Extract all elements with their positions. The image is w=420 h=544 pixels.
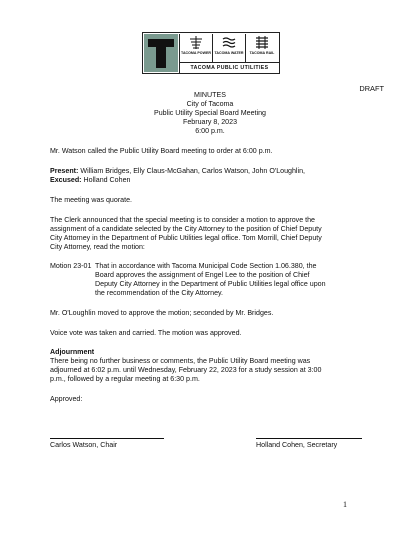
chair-signature-line (50, 438, 164, 439)
vote-statement: Voice vote was taken and carried. The motion was approved. (50, 329, 242, 337)
tacoma-public-utilities-logo (142, 32, 280, 74)
rail-tracks-icon (255, 36, 269, 49)
clerk-paragraph-line: assignment of a candidate selected by the City Attorney to the position of Chief Deputy (50, 225, 322, 233)
logo-divisions (179, 34, 278, 62)
minutes-title: MINUTES (194, 91, 226, 99)
excused-members: Holland Cohen (83, 176, 131, 184)
header-meeting: Public Utility Special Board Meeting (154, 109, 266, 117)
logo-band-text: TACOMA PUBLIC UTILITIES (179, 62, 279, 73)
secretary-signature-name: Holland Cohen, Secretary (256, 441, 338, 449)
motion-line: the recommendation of the City Attorney. (95, 289, 224, 297)
motion-line: That in accordance with Tacoma Municipal Code Section 1.06.380, the (95, 262, 317, 270)
present-members: William Bridges, Elly Claus-McGahan, Carlos Watson, John O'Loughlin, (80, 167, 306, 175)
clerk-paragraph-line: City Attorney in the Department of Public Utilities legal office. Tom Morrill, Chief Deputy (50, 234, 322, 242)
secretary-signature-line (256, 438, 362, 439)
page-number: 1 (343, 500, 347, 509)
water-waves-icon (222, 36, 236, 49)
header-date: February 8, 2023 (182, 118, 238, 126)
call-to-order: Mr. Watson called the Public Utility Board meeting to order at 6:00 p.m. (50, 147, 273, 155)
logo-division-label: TACOMA WATER (214, 51, 244, 55)
approved-label: Approved: (50, 395, 83, 403)
header-time: 6:00 p.m. (195, 127, 225, 135)
logo-division-label: TACOMA RAIL (249, 51, 275, 55)
chair-signature-name: Carlos Watson, Chair (50, 441, 118, 449)
logo-division-label: TACOMA POWER (181, 51, 211, 55)
adjournment-line: p.m., followed by a regular meeting at 6:30 p.m. (50, 375, 200, 383)
quorate-statement: The meeting was quorate. (50, 196, 133, 204)
header-city: City of Tacoma (186, 100, 234, 108)
motion-label: Motion 23-01 (50, 262, 92, 270)
clerk-paragraph-line: City Attorney, read the motion: (50, 243, 145, 251)
excused-line (50, 176, 370, 185)
excused-label: Excused: (50, 176, 82, 184)
adjournment-line: adjourned at 6:02 p.m. until Wednesday, February 22, 2023 for a study session at 3:00 (50, 366, 322, 374)
logo-division-water (212, 34, 245, 62)
moved-statement: Mr. O'Loughlin moved to approve the motion; seconded by Mr. Bridges. (50, 309, 274, 317)
draft-label: DRAFT (359, 84, 384, 93)
clerk-paragraph-line: The Clerk announced that the special meeting is to consider a motion to approve the (50, 216, 315, 224)
adjournment-line: There being no further business or comments, the Public Utility Board meeting was (50, 357, 311, 365)
adjournment-heading: Adjournment (50, 348, 95, 356)
logo-division-rail (245, 34, 278, 62)
motion-line: Board approves the assignment of Engel Lee to the position of Chief (95, 271, 310, 279)
present-line (50, 167, 370, 176)
tacoma-t-logo-icon (144, 34, 178, 72)
motion-line: Deputy City Attorney in the Department of Public Utilities legal office upon (95, 280, 326, 288)
logo-division-power (179, 34, 212, 62)
present-label: Present: (50, 167, 79, 175)
power-lines-icon (189, 36, 203, 49)
